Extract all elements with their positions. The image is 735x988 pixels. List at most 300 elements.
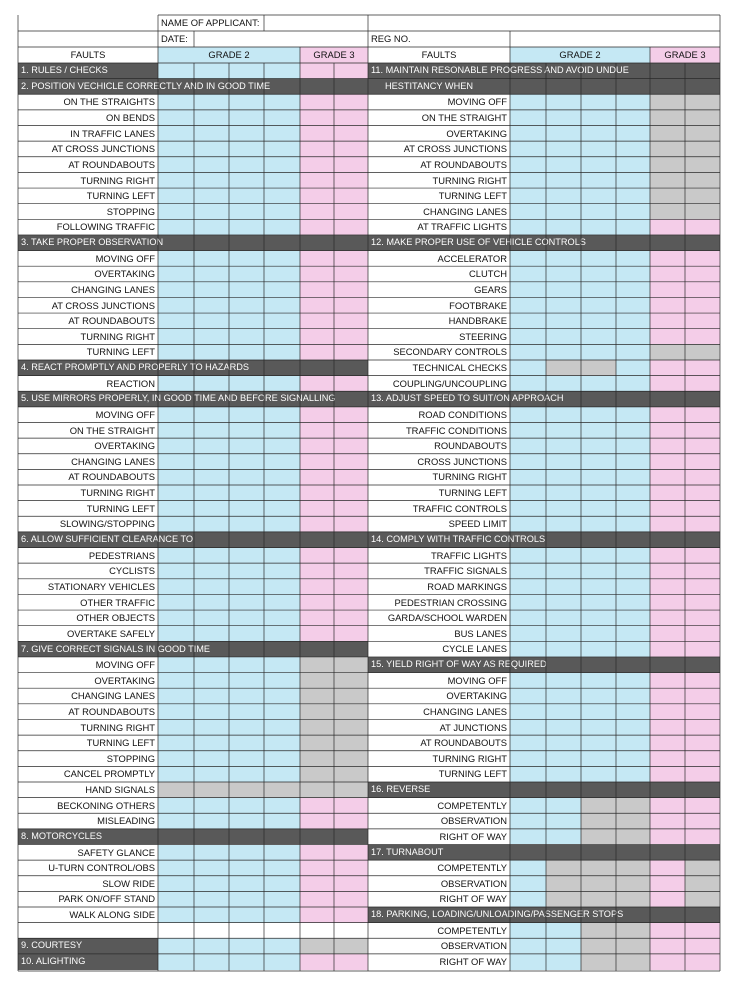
right-grade2-box[interactable] <box>546 923 581 939</box>
left-grade2-box[interactable] <box>158 673 194 689</box>
left-grade2-box[interactable] <box>229 657 264 673</box>
right-grade3-box[interactable] <box>685 751 720 767</box>
right-grade3-box[interactable] <box>650 876 685 892</box>
left-grade3-box[interactable] <box>300 798 334 814</box>
right-grade2-box[interactable] <box>616 454 650 470</box>
right-grade3-box[interactable] <box>650 516 685 532</box>
right-grade3-box[interactable] <box>685 938 720 954</box>
left-grade3-box[interactable] <box>300 110 334 126</box>
left-grade2-box[interactable] <box>158 438 194 454</box>
left-grade2-box[interactable] <box>194 688 229 704</box>
left-grade2-box[interactable] <box>158 907 194 923</box>
right-grade3-box[interactable] <box>650 438 685 454</box>
left-grade3-box[interactable] <box>300 438 334 454</box>
right-grade2-box[interactable] <box>616 219 650 235</box>
left-grade2-box[interactable] <box>194 610 229 626</box>
left-grade3-box[interactable] <box>334 485 368 501</box>
left-grade3-box[interactable] <box>300 376 334 392</box>
right-grade2-box[interactable] <box>616 251 650 267</box>
right-grade3-box[interactable] <box>685 469 720 485</box>
right-grade3-box[interactable] <box>650 172 685 188</box>
left-grade2-box[interactable] <box>194 313 229 329</box>
right-grade3-box[interactable] <box>685 297 720 313</box>
right-grade2-box[interactable] <box>616 469 650 485</box>
left-grade2-box[interactable] <box>158 626 194 642</box>
right-grade2-box[interactable] <box>546 516 581 532</box>
left-grade2-box[interactable] <box>158 548 194 564</box>
left-grade2-box[interactable] <box>194 954 229 970</box>
right-grade2-box[interactable] <box>510 735 546 751</box>
left-grade2-box[interactable] <box>158 422 194 438</box>
left-grade3-box[interactable] <box>300 954 334 970</box>
right-grade2-box[interactable] <box>510 454 546 470</box>
right-grade3-box[interactable] <box>650 329 685 345</box>
left-grade3-box[interactable] <box>334 407 368 423</box>
left-grade2-box[interactable] <box>194 110 229 126</box>
right-grade3-box[interactable] <box>685 594 720 610</box>
right-grade2-box[interactable] <box>581 766 616 782</box>
left-grade3-box[interactable] <box>334 766 368 782</box>
left-grade2-box[interactable] <box>264 172 300 188</box>
left-grade2-box[interactable] <box>229 704 264 720</box>
left-grade2-box[interactable] <box>264 282 300 298</box>
left-grade2-box[interactable] <box>229 344 264 360</box>
left-grade2-box[interactable] <box>229 266 264 282</box>
left-grade2-box[interactable] <box>158 610 194 626</box>
left-grade3-box[interactable] <box>300 485 334 501</box>
reg-input[interactable] <box>510 31 720 47</box>
right-grade3-box[interactable] <box>685 157 720 173</box>
left-grade3-box[interactable] <box>300 141 334 157</box>
right-grade2-box[interactable] <box>616 126 650 142</box>
right-grade2-box[interactable] <box>616 501 650 517</box>
right-grade2-box[interactable] <box>581 860 616 876</box>
right-grade2-box[interactable] <box>616 344 650 360</box>
right-grade3-box[interactable] <box>685 141 720 157</box>
left-grade2-box[interactable] <box>264 579 300 595</box>
left-grade2-box[interactable] <box>194 657 229 673</box>
left-grade2-box[interactable] <box>158 126 194 142</box>
left-grade2-box[interactable] <box>264 548 300 564</box>
left-grade2-box[interactable] <box>158 719 194 735</box>
right-grade2-box[interactable] <box>616 172 650 188</box>
left-grade3-box[interactable] <box>300 126 334 142</box>
left-grade2-box[interactable] <box>158 735 194 751</box>
right-grade2-box[interactable] <box>510 329 546 345</box>
left-grade2-box[interactable] <box>264 188 300 204</box>
right-grade3-box[interactable] <box>685 172 720 188</box>
left-grade2-box[interactable] <box>229 204 264 220</box>
left-grade3-box[interactable] <box>334 954 368 970</box>
right-grade2-box[interactable] <box>581 485 616 501</box>
left-grade3-box[interactable] <box>300 813 334 829</box>
left-grade2-box[interactable] <box>229 751 264 767</box>
right-grade3-box[interactable] <box>685 798 720 814</box>
right-grade2-box[interactable] <box>510 344 546 360</box>
left-grade3-box[interactable] <box>300 688 334 704</box>
left-grade2-box[interactable] <box>264 485 300 501</box>
right-grade3-box[interactable] <box>650 891 685 907</box>
right-grade2-box[interactable] <box>546 719 581 735</box>
left-grade2-box[interactable] <box>194 907 229 923</box>
left-grade2-box[interactable] <box>158 94 194 110</box>
right-grade3-box[interactable] <box>685 641 720 657</box>
left-grade2-box[interactable] <box>229 563 264 579</box>
right-grade2-box[interactable] <box>546 251 581 267</box>
right-grade2-box[interactable] <box>510 954 546 970</box>
right-grade3-box[interactable] <box>650 954 685 970</box>
right-grade2-box[interactable] <box>581 798 616 814</box>
left-grade2-box[interactable] <box>158 282 194 298</box>
right-grade3-box[interactable] <box>685 282 720 298</box>
right-grade3-box[interactable] <box>650 938 685 954</box>
left-grade2-box[interactable] <box>264 407 300 423</box>
right-grade2-box[interactable] <box>616 673 650 689</box>
left-grade3-box[interactable] <box>334 469 368 485</box>
right-grade2-box[interactable] <box>546 766 581 782</box>
left-grade3-box[interactable] <box>334 126 368 142</box>
right-grade3-box[interactable] <box>650 422 685 438</box>
right-grade2-box[interactable] <box>581 157 616 173</box>
left-grade3-box[interactable] <box>300 422 334 438</box>
left-grade2-box[interactable] <box>194 845 229 861</box>
right-grade2-box[interactable] <box>546 751 581 767</box>
right-grade2-box[interactable] <box>616 313 650 329</box>
right-grade2-box[interactable] <box>581 110 616 126</box>
left-grade3-box[interactable] <box>300 719 334 735</box>
left-grade2-box[interactable] <box>194 63 229 79</box>
left-grade2-box[interactable] <box>194 751 229 767</box>
right-grade2-box[interactable] <box>616 876 650 892</box>
left-grade2-box[interactable] <box>229 469 264 485</box>
left-grade3-box[interactable] <box>334 907 368 923</box>
left-grade3-box[interactable] <box>334 610 368 626</box>
right-grade2-box[interactable] <box>581 251 616 267</box>
left-grade2-box[interactable] <box>194 126 229 142</box>
left-grade3-box[interactable] <box>334 297 368 313</box>
left-grade3-box[interactable] <box>300 938 334 954</box>
left-grade2-box[interactable] <box>229 376 264 392</box>
right-grade2-box[interactable] <box>581 516 616 532</box>
right-grade2-box[interactable] <box>581 360 616 376</box>
left-grade2-box[interactable] <box>264 938 300 954</box>
right-grade2-box[interactable] <box>581 297 616 313</box>
right-grade2-box[interactable] <box>546 454 581 470</box>
right-grade2-box[interactable] <box>616 422 650 438</box>
right-grade2-box[interactable] <box>510 282 546 298</box>
right-grade2-box[interactable] <box>546 297 581 313</box>
right-grade2-box[interactable] <box>581 704 616 720</box>
left-grade2-box[interactable] <box>194 876 229 892</box>
left-grade2-box[interactable] <box>229 126 264 142</box>
left-grade3-box[interactable] <box>334 141 368 157</box>
left-grade2-box[interactable] <box>229 501 264 517</box>
left-grade2-box[interactable] <box>194 626 229 642</box>
left-grade2-box[interactable] <box>158 454 194 470</box>
left-grade3-box[interactable] <box>334 422 368 438</box>
left-grade2-box[interactable] <box>194 172 229 188</box>
right-grade2-box[interactable] <box>581 172 616 188</box>
right-grade3-box[interactable] <box>685 766 720 782</box>
left-grade2-box[interactable] <box>229 454 264 470</box>
left-grade3-box[interactable] <box>334 313 368 329</box>
right-grade2-box[interactable] <box>546 126 581 142</box>
right-grade2-box[interactable] <box>616 297 650 313</box>
left-grade2-box[interactable] <box>229 876 264 892</box>
right-grade3-box[interactable] <box>650 751 685 767</box>
right-grade3-box[interactable] <box>685 704 720 720</box>
left-grade2-box[interactable] <box>264 329 300 345</box>
left-grade3-box[interactable] <box>334 344 368 360</box>
right-grade3-box[interactable] <box>650 673 685 689</box>
right-grade3-box[interactable] <box>685 407 720 423</box>
right-grade2-box[interactable] <box>616 376 650 392</box>
right-grade2-box[interactable] <box>616 766 650 782</box>
left-grade3-box[interactable] <box>334 735 368 751</box>
right-grade2-box[interactable] <box>510 376 546 392</box>
left-grade3-box[interactable] <box>334 860 368 876</box>
right-grade3-box[interactable] <box>685 626 720 642</box>
right-grade2-box[interactable] <box>581 751 616 767</box>
left-grade2-box[interactable] <box>158 407 194 423</box>
right-grade2-box[interactable] <box>546 594 581 610</box>
right-grade2-box[interactable] <box>510 860 546 876</box>
left-grade2-box[interactable] <box>264 954 300 970</box>
right-grade2-box[interactable] <box>581 438 616 454</box>
right-grade2-box[interactable] <box>581 594 616 610</box>
left-grade3-box[interactable] <box>334 548 368 564</box>
left-grade2-box[interactable] <box>264 798 300 814</box>
right-grade2-box[interactable] <box>546 344 581 360</box>
left-grade3-box[interactable] <box>334 813 368 829</box>
left-grade2-box[interactable] <box>264 673 300 689</box>
right-grade2-box[interactable] <box>581 501 616 517</box>
right-grade2-box[interactable] <box>581 563 616 579</box>
left-grade2-box[interactable] <box>264 219 300 235</box>
left-grade3-box[interactable] <box>334 719 368 735</box>
right-grade2-box[interactable] <box>616 110 650 126</box>
left-grade3-box[interactable] <box>334 626 368 642</box>
left-grade3-box[interactable] <box>334 376 368 392</box>
left-grade2-box[interactable] <box>158 469 194 485</box>
right-grade2-box[interactable] <box>616 626 650 642</box>
left-grade2-box[interactable] <box>194 813 229 829</box>
left-grade2-box[interactable] <box>158 266 194 282</box>
right-grade2-box[interactable] <box>510 673 546 689</box>
left-grade2-box[interactable] <box>158 845 194 861</box>
left-grade2-box[interactable] <box>194 407 229 423</box>
right-grade3-box[interactable] <box>650 344 685 360</box>
right-grade3-box[interactable] <box>650 360 685 376</box>
left-grade2-box[interactable] <box>264 782 300 798</box>
right-grade2-box[interactable] <box>510 813 546 829</box>
right-grade2-box[interactable] <box>546 188 581 204</box>
left-grade2-box[interactable] <box>158 157 194 173</box>
left-grade3-box[interactable] <box>334 782 368 798</box>
right-grade3-box[interactable] <box>650 454 685 470</box>
right-grade2-box[interactable] <box>546 422 581 438</box>
right-grade2-box[interactable] <box>510 126 546 142</box>
left-grade2-box[interactable] <box>264 141 300 157</box>
right-grade2-box[interactable] <box>546 282 581 298</box>
left-grade2-box[interactable] <box>264 845 300 861</box>
right-grade3-box[interactable] <box>685 219 720 235</box>
right-grade3-box[interactable] <box>650 548 685 564</box>
right-grade3-box[interactable] <box>650 110 685 126</box>
left-grade2-box[interactable] <box>264 813 300 829</box>
right-grade2-box[interactable] <box>510 157 546 173</box>
right-grade3-box[interactable] <box>685 829 720 845</box>
left-grade2-box[interactable] <box>158 876 194 892</box>
left-grade3-box[interactable] <box>300 891 334 907</box>
right-grade2-box[interactable] <box>581 126 616 142</box>
left-grade3-box[interactable] <box>300 204 334 220</box>
left-grade3-box[interactable] <box>334 219 368 235</box>
left-grade2-box[interactable] <box>158 141 194 157</box>
right-grade2-box[interactable] <box>510 501 546 517</box>
right-grade3-box[interactable] <box>650 610 685 626</box>
left-grade2-box[interactable] <box>229 329 264 345</box>
right-grade2-box[interactable] <box>546 954 581 970</box>
right-grade2-box[interactable] <box>581 813 616 829</box>
left-grade3-box[interactable] <box>300 266 334 282</box>
right-grade2-box[interactable] <box>581 876 616 892</box>
left-grade2-box[interactable] <box>229 63 264 79</box>
right-grade3-box[interactable] <box>685 422 720 438</box>
left-grade2-box[interactable] <box>264 204 300 220</box>
right-grade3-box[interactable] <box>685 126 720 142</box>
left-grade2-box[interactable] <box>229 485 264 501</box>
left-grade2-box[interactable] <box>264 704 300 720</box>
left-grade3-box[interactable] <box>334 891 368 907</box>
right-grade3-box[interactable] <box>685 673 720 689</box>
right-grade2-box[interactable] <box>546 813 581 829</box>
right-grade2-box[interactable] <box>581 891 616 907</box>
right-grade2-box[interactable] <box>546 860 581 876</box>
right-grade2-box[interactable] <box>510 719 546 735</box>
left-grade3-box[interactable] <box>300 548 334 564</box>
left-grade3-box[interactable] <box>300 516 334 532</box>
left-grade2-box[interactable] <box>158 110 194 126</box>
right-grade2-box[interactable] <box>616 282 650 298</box>
left-grade2-box[interactable] <box>158 891 194 907</box>
left-grade2-box[interactable] <box>229 688 264 704</box>
left-grade2-box[interactable] <box>194 344 229 360</box>
right-grade2-box[interactable] <box>581 282 616 298</box>
left-grade2-box[interactable] <box>194 219 229 235</box>
right-grade2-box[interactable] <box>510 204 546 220</box>
right-grade2-box[interactable] <box>581 376 616 392</box>
left-grade3-box[interactable] <box>300 219 334 235</box>
left-grade2-box[interactable] <box>194 673 229 689</box>
left-grade3-box[interactable] <box>334 657 368 673</box>
right-grade3-box[interactable] <box>650 829 685 845</box>
left-grade2-box[interactable] <box>158 954 194 970</box>
left-grade2-box[interactable] <box>229 251 264 267</box>
right-grade2-box[interactable] <box>546 329 581 345</box>
left-grade2-box[interactable] <box>194 141 229 157</box>
left-grade2-box[interactable] <box>194 782 229 798</box>
right-grade2-box[interactable] <box>510 938 546 954</box>
left-grade3-box[interactable] <box>300 704 334 720</box>
right-grade3-box[interactable] <box>685 251 720 267</box>
right-grade2-box[interactable] <box>581 219 616 235</box>
left-grade2-box[interactable] <box>158 251 194 267</box>
left-grade2-box[interactable] <box>264 110 300 126</box>
left-grade2-box[interactable] <box>229 157 264 173</box>
right-grade3-box[interactable] <box>685 204 720 220</box>
right-grade2-box[interactable] <box>616 438 650 454</box>
left-grade2-box[interactable] <box>158 313 194 329</box>
left-grade2-box[interactable] <box>229 938 264 954</box>
right-grade3-box[interactable] <box>650 626 685 642</box>
right-grade2-box[interactable] <box>546 469 581 485</box>
left-grade3-box[interactable] <box>334 172 368 188</box>
right-grade2-box[interactable] <box>581 94 616 110</box>
right-grade2-box[interactable] <box>510 876 546 892</box>
left-grade3-box[interactable] <box>300 766 334 782</box>
right-grade2-box[interactable] <box>546 360 581 376</box>
left-grade2-box[interactable] <box>264 860 300 876</box>
left-grade2-box[interactable] <box>229 282 264 298</box>
left-grade2-box[interactable] <box>229 407 264 423</box>
right-grade3-box[interactable] <box>685 923 720 939</box>
applicant-input[interactable] <box>264 15 720 31</box>
right-grade2-box[interactable] <box>616 641 650 657</box>
left-grade2-box[interactable] <box>264 438 300 454</box>
left-grade3-box[interactable] <box>300 673 334 689</box>
left-grade2-box[interactable] <box>194 188 229 204</box>
right-grade2-box[interactable] <box>546 735 581 751</box>
right-grade2-box[interactable] <box>510 360 546 376</box>
right-grade2-box[interactable] <box>510 579 546 595</box>
right-grade2-box[interactable] <box>510 297 546 313</box>
left-grade2-box[interactable] <box>158 938 194 954</box>
right-grade2-box[interactable] <box>546 688 581 704</box>
left-grade2-box[interactable] <box>158 704 194 720</box>
right-grade2-box[interactable] <box>581 673 616 689</box>
left-grade2-box[interactable] <box>264 94 300 110</box>
left-grade2-box[interactable] <box>229 860 264 876</box>
left-grade3-box[interactable] <box>334 516 368 532</box>
left-grade2-box[interactable] <box>229 219 264 235</box>
right-grade2-box[interactable] <box>581 610 616 626</box>
right-grade2-box[interactable] <box>616 204 650 220</box>
right-grade2-box[interactable] <box>581 454 616 470</box>
left-grade2-box[interactable] <box>264 157 300 173</box>
right-grade3-box[interactable] <box>685 735 720 751</box>
right-grade2-box[interactable] <box>510 438 546 454</box>
left-grade2-box[interactable] <box>158 172 194 188</box>
right-grade2-box[interactable] <box>616 157 650 173</box>
left-grade3-box[interactable] <box>334 188 368 204</box>
right-grade3-box[interactable] <box>685 860 720 876</box>
left-grade2-box[interactable] <box>158 594 194 610</box>
right-grade3-box[interactable] <box>685 344 720 360</box>
right-grade3-box[interactable] <box>650 282 685 298</box>
left-grade3-box[interactable] <box>334 798 368 814</box>
left-grade2-box[interactable] <box>194 735 229 751</box>
left-grade3-box[interactable] <box>300 907 334 923</box>
right-grade2-box[interactable] <box>616 516 650 532</box>
right-grade2-box[interactable] <box>510 626 546 642</box>
right-grade3-box[interactable] <box>650 594 685 610</box>
right-grade2-box[interactable] <box>581 422 616 438</box>
right-grade3-box[interactable] <box>685 376 720 392</box>
right-grade2-box[interactable] <box>581 938 616 954</box>
right-grade3-box[interactable] <box>685 516 720 532</box>
right-grade3-box[interactable] <box>650 688 685 704</box>
